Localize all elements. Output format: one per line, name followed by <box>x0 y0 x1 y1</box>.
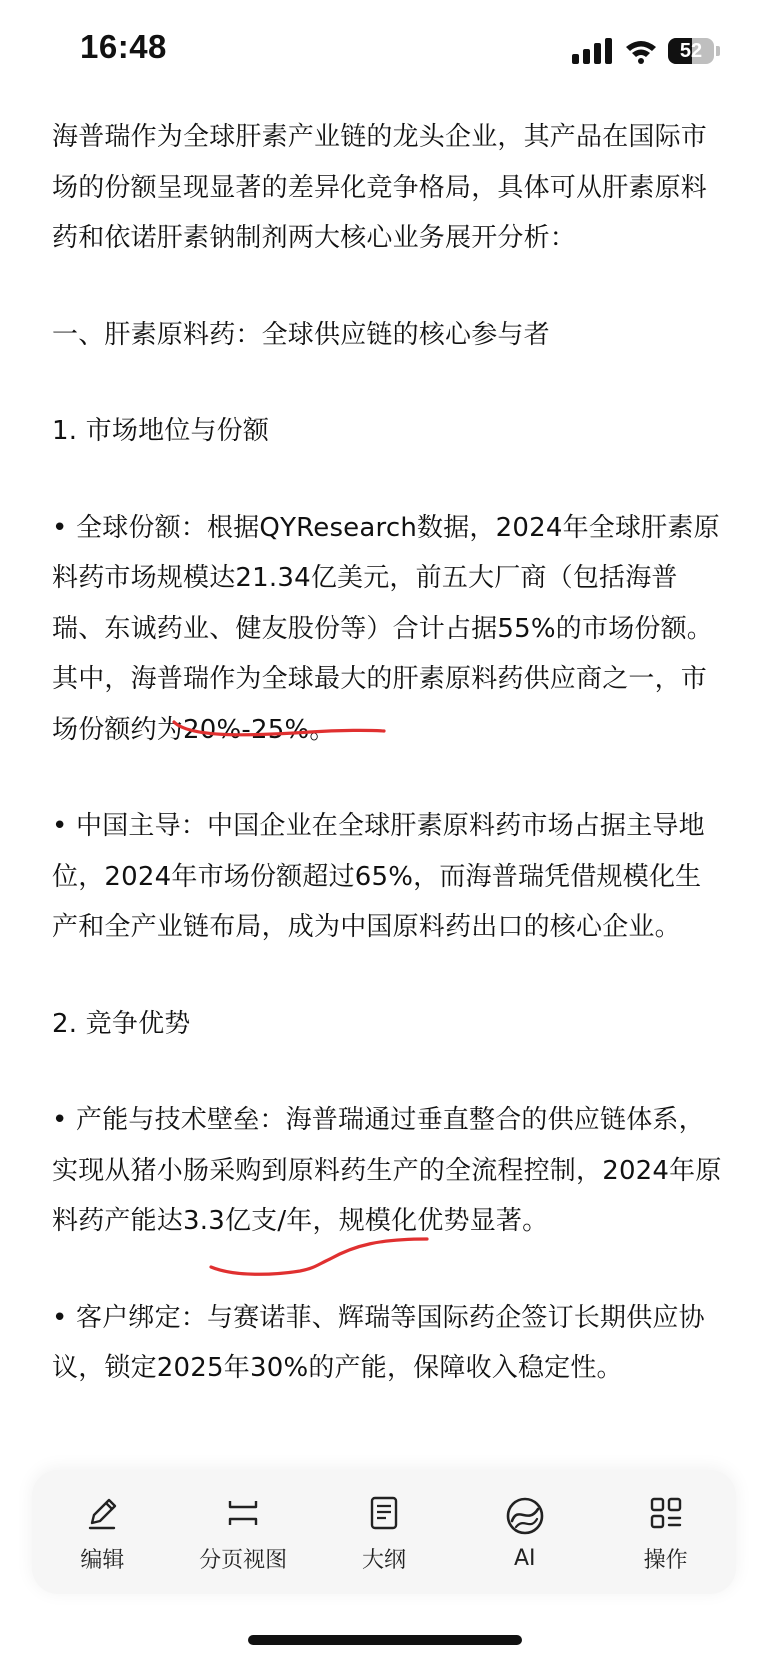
heading-section-1: 一、肝素原料药：全球供应链的核心参与者 <box>52 319 550 350</box>
pencil-icon <box>80 1491 124 1535</box>
ai-icon <box>503 1494 547 1538</box>
actions-label: 操作 <box>643 1547 688 1573</box>
paragraph-intro: 海普瑞作为全球肝素产业链的龙头企业，其产品在国际市场的份额呈现显著的差异化竞争格局，具体可从肝素原料药和依诺肝素钠制剂两大核心业务展开分析： <box>52 122 708 253</box>
paragraph-capacity: • 产能与技术壁垒：海普瑞通过垂直整合的供应链体系，实现从猪小肠采购到原料药生产的全流程控制，2024年原料药产能达3.3亿支/年，规模化优势显著。 <box>52 1105 722 1236</box>
paragraph-customer: • 客户绑定：与赛诺菲、辉瑞等国际药企签订长期供应协议，锁定2025年30%的产能，保障收入稳定性。 <box>52 1302 705 1383</box>
bottom-toolbar <box>32 1470 736 1594</box>
outline-button[interactable] <box>324 1491 444 1574</box>
actions-button[interactable] <box>606 1491 726 1574</box>
status-time: 16:48 <box>80 28 167 65</box>
outline-icon <box>362 1491 406 1535</box>
heading-subsection-1: 1. 市场地位与份额 <box>52 416 270 446</box>
ai-label: AI <box>514 1545 536 1571</box>
status-icons <box>572 34 720 68</box>
document-body[interactable] <box>52 112 722 1440</box>
battery-tip <box>716 46 720 56</box>
heading-subsection-2: 2. 竞争优势 <box>52 1008 191 1039</box>
edit-label: 编辑 <box>80 1547 125 1573</box>
ai-button[interactable] <box>465 1494 585 1571</box>
outline-label: 大纲 <box>361 1547 406 1573</box>
grid-icon <box>644 1491 688 1535</box>
wifi-icon <box>624 38 658 64</box>
page-view-label: 分页视图 <box>199 1547 288 1573</box>
edit-button[interactable] <box>42 1491 162 1574</box>
cellular-signal-icon <box>572 38 614 64</box>
paragraph-global-share: • 全球份额：根据QYResearch数据，2024年全球肝素原料药市场规模达21.34亿美元，前五大厂商（包括海普瑞、东诚药业、健友股份等）合计占据55%的市场份额。其中，海普瑞作为全球最大的肝素原料药供应商之一，市场份额约为20%-25%。 <box>52 512 720 745</box>
page-view-button[interactable] <box>183 1491 303 1574</box>
home-indicator <box>248 1635 522 1645</box>
battery-level: 52 <box>679 40 703 62</box>
battery-icon <box>668 38 714 64</box>
page-view-icon <box>221 1491 265 1535</box>
status-bar <box>0 0 768 100</box>
paragraph-china-lead: • 中国主导：中国企业在全球肝素原料药市场占据主导地位，2024年市场份额超过65%，而海普瑞凭借规模化生产和全产业链布局，成为中国原料药出口的核心企业。 <box>52 811 705 942</box>
